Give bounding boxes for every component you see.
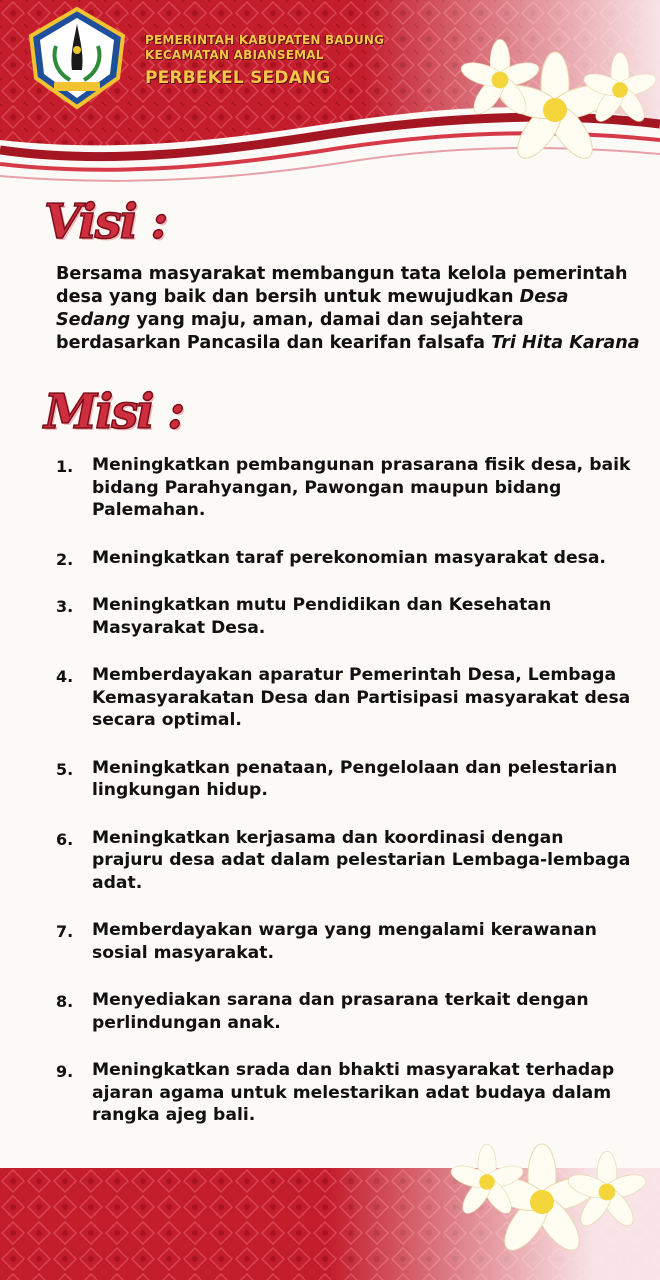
misi-list [56,454,636,1152]
frangipani-flowers-icon [450,10,660,190]
misi-item [56,919,636,964]
organization-title [145,32,384,91]
misi-item [56,454,636,522]
visi-text [56,263,646,355]
misi-item-text: Memberdayakan aparatur Pemerintah Desa, Lembaga Kemasyarakatan Desa dan Partisipasi masyarakat desa secara optimal. [92,665,631,730]
misi-item-text: Meningkatkan taraf perekonomian masyarakat desa. [92,547,606,568]
district-name: KECAMATAN ABIANSEMAL [145,48,324,62]
misi-item-text: Memberdayakan warga yang mengalami kerawanan sosial masyarakat. [92,920,597,963]
misi-item [56,547,636,570]
misi-heading: Misi : [44,384,184,440]
misi-item-number: 3. [56,597,74,616]
misi-item [56,757,636,802]
misi-item-text: Meningkatkan penataan, Pengelolaan dan pelestarian lingkungan hidup. [92,757,618,800]
misi-item-number: 8. [56,992,74,1011]
misi-item-text: Meningkatkan srada dan bhakti masyarakat terhadap ajaran agama untuk melestarikan adat budaya dalam rangka ajeg bali. [92,1060,615,1125]
misi-item-number: 1. [56,457,74,476]
misi-item [56,989,636,1034]
visi-heading: Visi : [44,194,167,250]
misi-item [56,664,636,732]
misi-item [56,594,636,639]
visi-text-part: Bersama masyarakat membangun tata kelola pemerintah desa yang baik dan bersih untuk mewujudkan [56,264,628,307]
misi-item-number: 7. [56,922,74,941]
misi-item-text: Meningkatkan kerjasama dan koordinasi dengan prajuru desa adat dalam pelestarian Lembaga-lembaga adat. [92,827,631,893]
misi-item-number: 9. [56,1062,74,1081]
misi-item [56,827,636,895]
frangipani-flowers-icon [442,1122,652,1280]
misi-item-number: 2. [56,549,74,569]
visi-text-part: yang maju, aman, damai dan sejahtera berdasarkan Pancasila dan kearifan falsafa [56,310,524,353]
misi-item-number: 6. [56,829,74,849]
misi-item-text: Menyediakan sarana dan prasarana terkait dengan perlindungan anak. [92,990,589,1033]
misi-item [56,1059,636,1127]
badung-regency-emblem-icon [26,6,128,110]
regency-name: PEMERINTAH KABUPATEN BADUNG [145,33,385,47]
misi-item-text: Meningkatkan pembangunan prasarana fisik desa, baik bidang Parahyangan, Pawongan maupun bidang Palemahan. [92,455,631,520]
visi-text-philosophy: Tri Hita Karana [491,333,640,353]
office-name: PERBEKEL SEDANG [145,68,331,88]
misi-item-text: Meningkatkan mutu Pendidikan dan Kesehatan Masyarakat Desa. [92,595,552,638]
misi-item-number: 4. [56,667,74,686]
visi-text-village: Desa Sedang [56,287,569,330]
misi-item-number: 5. [56,759,74,779]
